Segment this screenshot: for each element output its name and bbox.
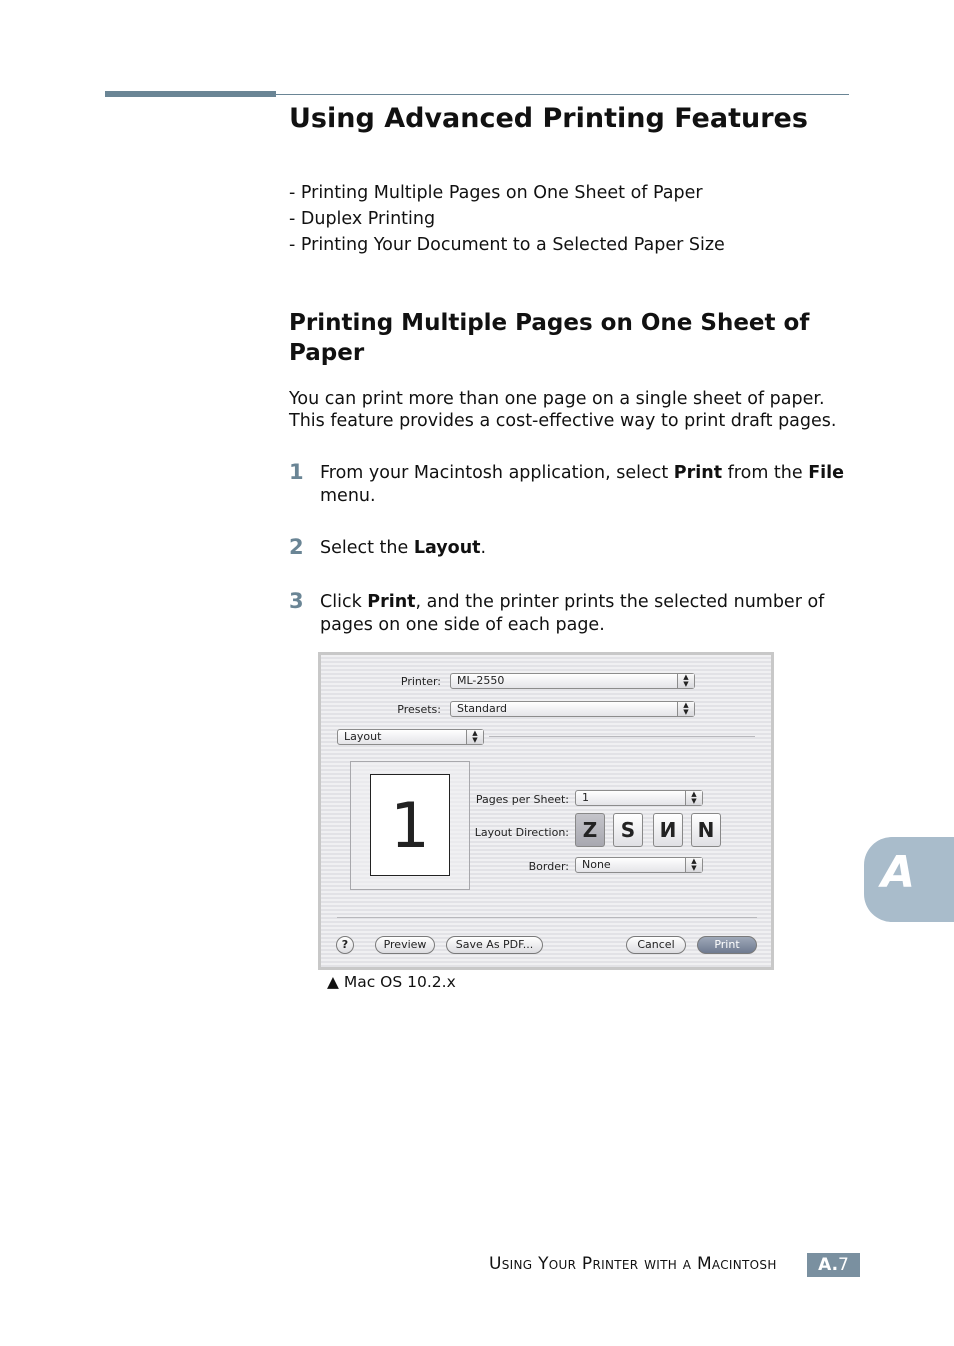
- border-popup[interactable]: [575, 857, 703, 873]
- pages-per-sheet-label: Pages per Sheet:: [475, 793, 569, 806]
- step-text-part: .: [480, 538, 487, 558]
- step-text-part: From your Macintosh application, select: [320, 463, 674, 483]
- presets-popup[interactable]: [450, 701, 695, 717]
- step-number: 1: [289, 460, 304, 484]
- direction-reverse-n-button[interactable]: И: [653, 813, 683, 847]
- step-text-part: from the: [722, 463, 809, 483]
- footer-chapter-title: Using Your Printer with a Macintosh: [489, 1254, 777, 1274]
- header-rule-thick: [105, 91, 276, 97]
- step-keyword: Print: [673, 463, 723, 483]
- presets-label: Presets:: [397, 703, 441, 716]
- print-button[interactable]: Print: [697, 936, 757, 954]
- preview-page: 1: [370, 774, 450, 876]
- printer-value: ML-2550: [457, 674, 505, 687]
- direction-n-button[interactable]: N: [691, 813, 721, 847]
- pages-per-sheet-popup[interactable]: [575, 790, 703, 806]
- print-dialog: [318, 652, 774, 970]
- chapter-tab: [864, 837, 954, 922]
- layout-direction-label: Layout Direction:: [474, 826, 569, 839]
- popup-arrows-icon: ▲ ▼: [677, 674, 694, 688]
- step-keyword: Layout: [413, 538, 481, 558]
- step-keyword: Print: [367, 592, 416, 612]
- section-intro: You can print more than one page on a single sheet of paper. This feature provides a cost-effective way to print draft pages.: [289, 389, 837, 431]
- step-text-part: , and the printer prints the selected number of pages on one side of each page.: [320, 592, 825, 635]
- step-text-part: menu.: [320, 486, 376, 506]
- step-text: [320, 591, 850, 637]
- panel-value: Layout: [344, 730, 382, 743]
- panel-separator: [489, 736, 755, 737]
- step-number: 3: [289, 589, 304, 613]
- pages-per-sheet-value: 1: [582, 791, 589, 804]
- page-title: Using Advanced Printing Features: [289, 103, 808, 134]
- help-button[interactable]: ?: [336, 936, 354, 954]
- popup-arrows-icon: ▲ ▼: [685, 791, 702, 805]
- header-rule-thin: [276, 94, 849, 95]
- step-keyword: File: [808, 463, 845, 483]
- popup-arrows-icon: ▲ ▼: [677, 702, 694, 716]
- topic-list: [289, 180, 725, 258]
- step-text-part: Select the: [320, 538, 414, 558]
- step-text: [320, 462, 850, 508]
- page-number-prefix: A.: [818, 1255, 839, 1275]
- figure-caption: ▲ Mac OS 10.2.x: [327, 973, 456, 991]
- border-label: Border:: [528, 860, 569, 873]
- popup-arrows-icon: ▲ ▼: [466, 730, 483, 744]
- chapter-tab-letter: A: [881, 847, 916, 898]
- border-value: None: [582, 858, 611, 871]
- topic-item: - Printing Your Document to a Selected Paper Size: [289, 235, 725, 255]
- direction-s-button[interactable]: S: [613, 813, 643, 847]
- printer-label: Printer:: [400, 675, 441, 688]
- step-text: [320, 537, 850, 560]
- presets-value: Standard: [457, 702, 508, 715]
- layout-preview: [350, 761, 470, 890]
- topic-item: - Printing Multiple Pages on One Sheet of Paper: [289, 183, 703, 203]
- section-heading: Printing Multiple Pages on One Sheet of Paper: [289, 310, 810, 366]
- step-text-part: Click: [320, 592, 368, 612]
- topic-item: - Duplex Printing: [289, 209, 436, 229]
- cancel-button[interactable]: Cancel: [626, 936, 686, 954]
- step-number: 2: [289, 535, 304, 559]
- panel-popup[interactable]: [337, 729, 484, 745]
- preview-button[interactable]: Preview: [375, 936, 435, 954]
- save-as-pdf-button[interactable]: Save As PDF...: [446, 936, 543, 954]
- printer-popup[interactable]: [450, 673, 695, 689]
- page-number-badge: [807, 1253, 860, 1277]
- popup-arrows-icon: ▲ ▼: [685, 858, 702, 872]
- footer-separator: [337, 917, 757, 918]
- direction-z-button[interactable]: Z: [575, 813, 605, 847]
- page-number: 7: [838, 1255, 849, 1275]
